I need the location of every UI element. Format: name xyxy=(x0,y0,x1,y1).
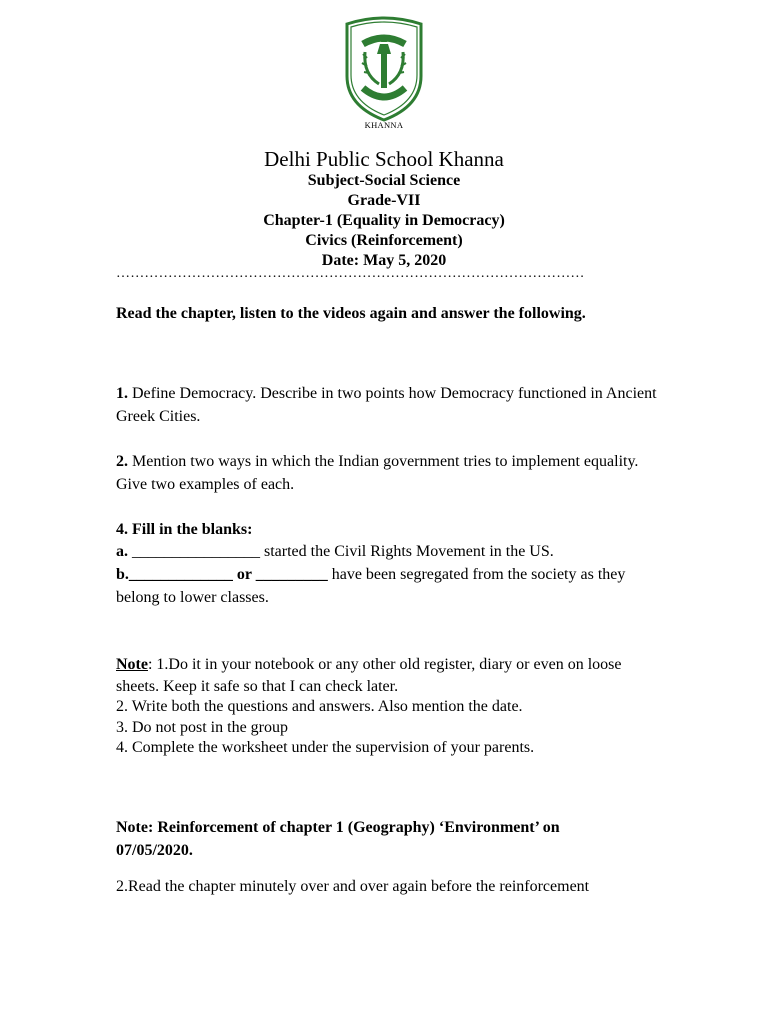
fill-blank-b-blank1: _____________ xyxy=(128,566,233,583)
chapter-line: Chapter-1 (Equality in Democracy) xyxy=(263,212,505,229)
fill-blank-b-label: b. xyxy=(116,566,129,583)
fill-blank-b-or: or xyxy=(232,566,256,583)
fill-blank-a-text: ________________ started the Civil Rights Movement in the US. xyxy=(128,543,554,560)
grade-line: Grade-VII xyxy=(347,192,421,209)
question-1-text: Define Democracy. Describe in two points how Democracy functioned in Ancient Greek Cities. xyxy=(116,385,657,425)
date-line: Date: May 5, 2020 xyxy=(321,252,447,269)
school-logo xyxy=(341,14,427,132)
separator-line: ……………………………………………………………………………………… xyxy=(116,266,585,281)
school-name: Delhi Public School Khanna xyxy=(264,147,504,171)
question-2 xyxy=(116,451,661,496)
question-1 xyxy=(116,383,661,428)
note-line-4: 4. Complete the worksheet under the supervision of your parents. xyxy=(116,739,535,756)
note-line-1 xyxy=(116,654,661,697)
note-line-2: 2. Write both the questions and answers. Also mention the date. xyxy=(116,698,523,715)
fill-blank-a-label: a. xyxy=(116,543,128,560)
note-reinforcement: Note: Reinforcement of chapter 1 (Geography) ‘Environment’ on 07/05/2020. xyxy=(116,819,560,859)
fill-blank-b-blank2: _________ xyxy=(255,566,328,583)
note-block xyxy=(116,654,661,759)
note-line-3: 3. Do not post in the group xyxy=(116,718,288,736)
logo-caption: KHANNA xyxy=(364,120,404,130)
question-1-number: 1. xyxy=(116,385,128,402)
question-2-text: Mention two ways in which the Indian government tries to implement equality. Give two examples of each. xyxy=(116,453,639,493)
final-instruction: 2.Read the chapter minutely over and over again before the reinforcement xyxy=(116,878,590,895)
fill-blank-b-text: have been segregated from the society as they belong to lower classes. xyxy=(116,566,626,606)
note-line-1-text: : 1.Do it in your notebook or any other old register, diary or even on loose sheets. Keep it safe so that I can check later. xyxy=(116,656,622,695)
fill-blank-b xyxy=(116,564,661,609)
instruction: Read the chapter, listen to the videos again and answer the following. xyxy=(116,305,586,322)
fill-blanks-heading: 4. Fill in the blanks: xyxy=(116,521,253,538)
subject-line: Subject-Social Science xyxy=(307,172,461,189)
question-2-number: 2. xyxy=(116,453,128,470)
fill-blank-a xyxy=(116,541,661,564)
note-label: Note xyxy=(116,656,148,673)
section-line: Civics (Reinforcement) xyxy=(305,232,463,249)
